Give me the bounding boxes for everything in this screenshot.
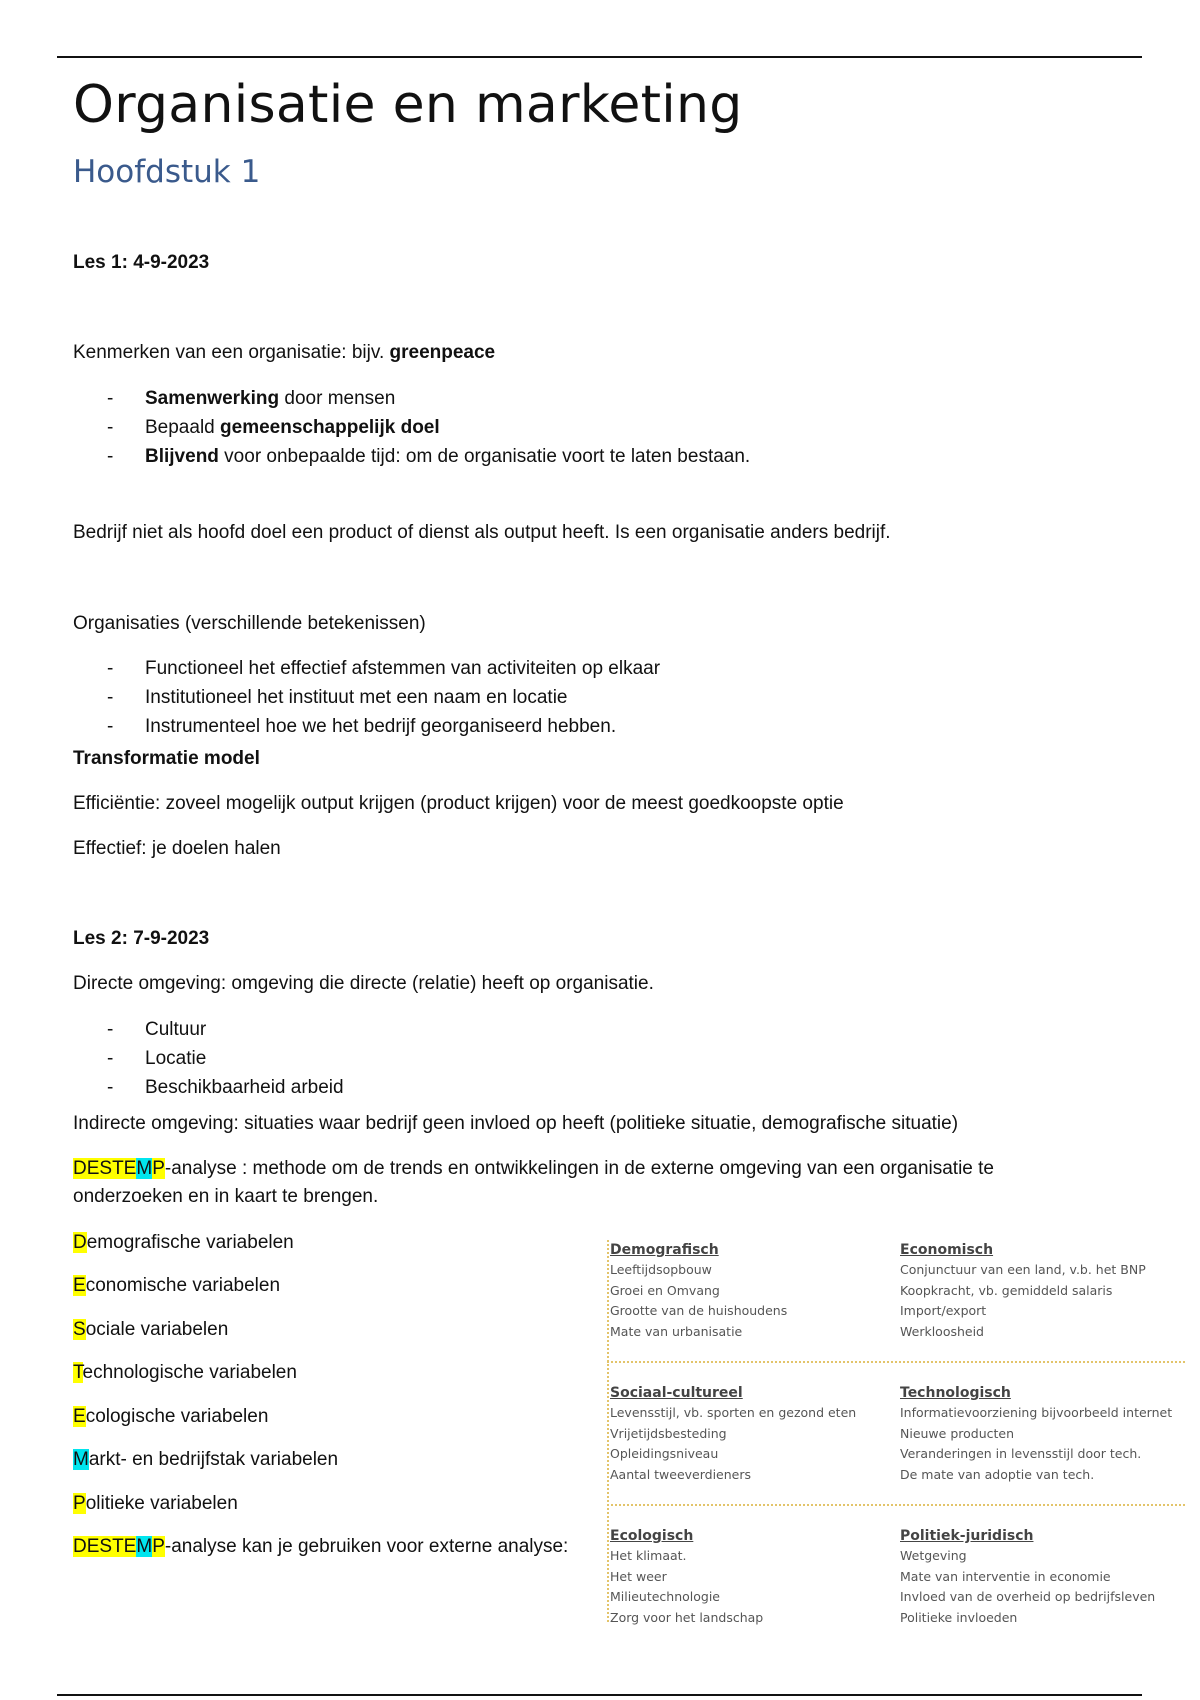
bottom-rule xyxy=(57,1694,1142,1696)
directe-intro: Directe omgeving: omgeving die directe (relatie) heeft op organisatie. xyxy=(73,973,654,994)
indirecte-paragraph: Indirecte omgeving: situaties waar bedrijf geen invloed op heeft (politieke situatie, demografische situatie) xyxy=(73,1113,959,1134)
grid-cell-demografisch: Demografisch Leeftijdsopbouw Groei en Omvang Grootte van de huishoudens Mate van urbanisatie xyxy=(610,1242,788,1339)
directe-list xyxy=(73,1015,1073,1102)
grid-cell-sociaal-cultureel: Sociaal-cultureel Levensstijl, vb. sporten en gezond eten Vrijetijdsbesteding Opleidingsniveau Aantal tweeverdieners xyxy=(610,1385,857,1482)
les1-heading: Les 1: 4-9-2023 xyxy=(73,252,210,273)
variable-sociaal: Sociale variabelen xyxy=(73,1319,229,1340)
destemp-definition: DESTEMP-analyse : methode om de trends en ontwikkelingen in de externe omgeving van een organisatie te onderzoeken en in kaart te brengen. xyxy=(73,1158,995,1207)
list-item: - Functioneel het effectief afstemmen van activiteiten op elkaar xyxy=(73,654,1073,683)
variable-demografisch: Demografische variabelen xyxy=(73,1232,294,1253)
grid-cell-ecologisch: Ecologisch Het klimaat. Het weer Milieutechnologie Zorg voor het landschap xyxy=(610,1528,764,1625)
variable-politiek: Politieke variabelen xyxy=(73,1493,238,1514)
list-item: - Locatie xyxy=(73,1044,1073,1073)
chapter-heading: Hoofdstuk 1 xyxy=(73,154,261,190)
grid-cell-politiek-juridisch: Politiek-juridisch Wetgeving Mate van interventie in economie Invloed van de overheid op bedrijfsleven Politieke invloeden xyxy=(900,1528,1156,1625)
list-item: - Cultuur xyxy=(73,1015,1073,1044)
efficientie-paragraph: Efficiëntie: zoveel mogelijk output krijgen (product krijgen) voor de meest goedkoopste optie xyxy=(73,793,844,814)
les2-heading: Les 2: 7-9-2023 xyxy=(73,928,210,949)
bedrijf-paragraph: Bedrijf niet als hoofd doel een product of dienst als output heeft. Is een organisatie anders bedrijf. xyxy=(73,522,891,543)
grid-cell-technologisch: Technologisch Informatievoorziening bijvoorbeeld internet Nieuwe producten Veranderingen in levensstijl door tech. De mate van adoptie van tech. xyxy=(900,1385,1173,1482)
page-title: Organisatie en marketing xyxy=(73,75,743,135)
effectief-paragraph: Effectief: je doelen halen xyxy=(73,838,281,859)
variable-ecologisch: Ecologische variabelen xyxy=(73,1406,269,1427)
variable-technologisch: Technologische variabelen xyxy=(73,1362,297,1383)
kenmerken-intro: Kenmerken van een organisatie: bijv. greenpeace xyxy=(73,342,496,363)
list-item: - Blijvend voor onbepaalde tijd: om de organisatie voort te laten bestaan. xyxy=(73,442,1073,471)
organisaties-list xyxy=(73,654,1073,741)
top-rule xyxy=(57,56,1142,58)
list-item: - Instrumenteel hoe we het bedrijf georganiseerd hebben. xyxy=(73,712,1073,741)
destemp-closing: DESTEMP-analyse kan je gebruiken voor externe analyse: xyxy=(73,1536,569,1557)
list-item: - Institutioneel het instituut met een naam en locatie xyxy=(73,683,1073,712)
variable-markt: Markt- en bedrijfstak variabelen xyxy=(73,1449,339,1470)
grid-cell-economisch: Economisch Conjunctuur van een land, v.b. het BNP Koopkracht, vb. gemiddeld salaris Import/export Werkloosheid xyxy=(900,1242,1146,1339)
grid-divider xyxy=(607,1240,609,1622)
organisaties-intro: Organisaties (verschillende betekenissen) xyxy=(73,613,426,634)
list-item: - Bepaald gemeenschappelijk doel xyxy=(73,413,1073,442)
grid-divider xyxy=(607,1504,1185,1506)
variable-economisch: Economische variabelen xyxy=(73,1275,281,1296)
destemp-grid-image xyxy=(607,1240,1185,1625)
grid-divider xyxy=(607,1361,1185,1363)
transformatie-heading: Transformatie model xyxy=(73,748,260,769)
kenmerken-list xyxy=(73,384,1073,471)
list-item: - Beschikbaarheid arbeid xyxy=(73,1073,1073,1102)
list-item: - Samenwerking door mensen xyxy=(73,384,1073,413)
